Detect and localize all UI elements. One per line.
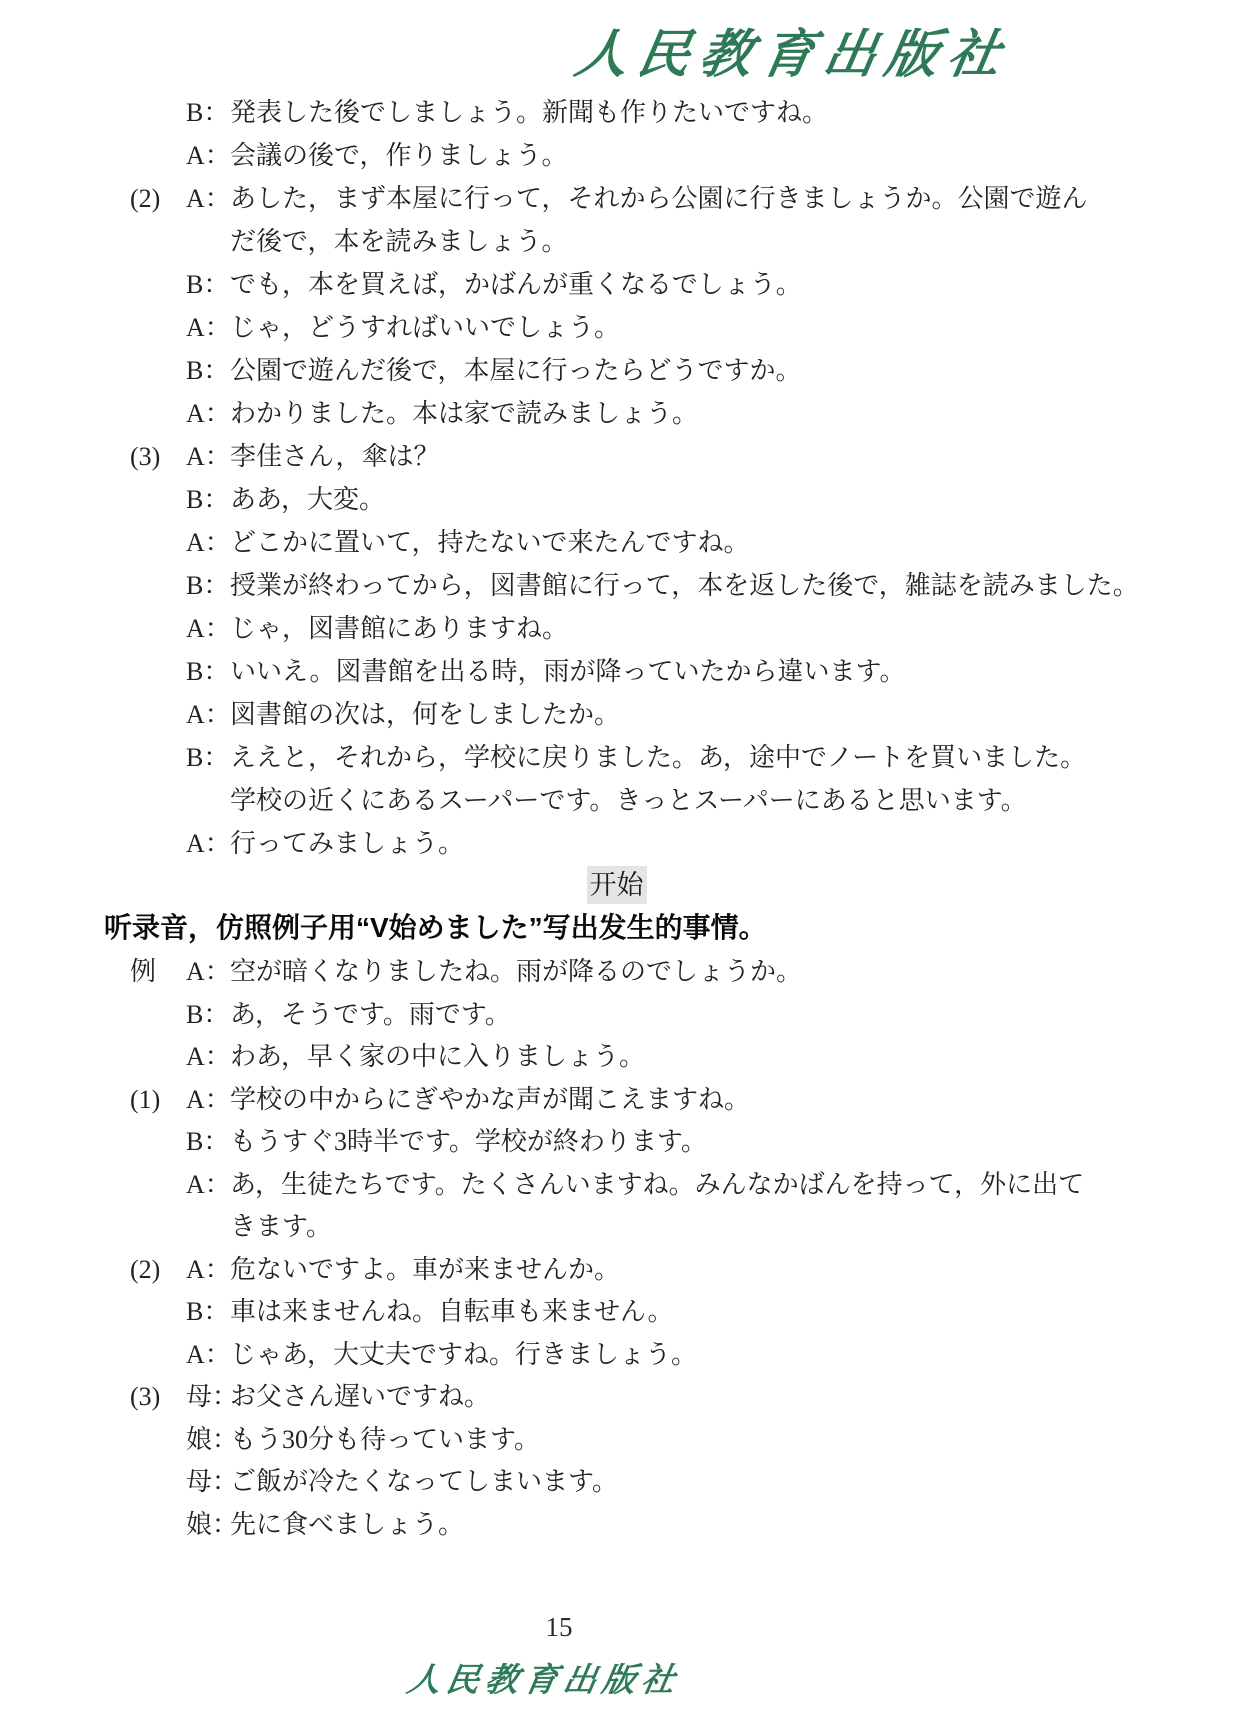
line-text: もう30分も待っています。 — [230, 1424, 540, 1454]
dialogue-line — [0, 1036, 1233, 1079]
dialogue-line — [0, 1461, 1233, 1504]
dialogue-line — [0, 607, 1233, 650]
speaker-label: B： — [186, 270, 230, 299]
dialogue-line — [0, 1291, 1233, 1334]
line-text: じゃ，どうすればいいでしょう。 — [230, 313, 621, 342]
dialogue-line — [0, 564, 1233, 607]
dialogue-line — [0, 1419, 1233, 1462]
line-text: ええと，それから，学校に戻りました。あ，途中でノートを買いました。 — [230, 743, 1087, 772]
line-text: ご飯が冷たくなってしまいます。 — [230, 1467, 618, 1496]
line-text: 発表した後でしましょう。新聞も作りたいですね。 — [230, 98, 829, 127]
speaker-label: A： — [186, 184, 231, 213]
line-text: もうすぐ3時半です。学校が終わります。 — [230, 1127, 707, 1156]
listening-script-section-1 — [0, 91, 1233, 865]
listening-script-section-2 — [0, 951, 1233, 1546]
dialogue-line — [0, 1164, 1233, 1207]
speaker-label: B： — [186, 743, 230, 772]
dialogue-line — [0, 349, 1233, 392]
speaker-label: A： — [186, 399, 231, 428]
line-text: ああ，大変。 — [230, 485, 385, 514]
dialogue-line — [0, 177, 1233, 220]
publisher-logo-footer: 人民教育出版社 — [404, 1663, 684, 1699]
speaker-label: A： — [186, 442, 231, 471]
speaker-label: 娘： — [186, 1509, 239, 1539]
item-marker: 例 — [130, 957, 157, 986]
speaker-label: A： — [186, 829, 231, 858]
item-marker: (3) — [130, 442, 161, 471]
line-text: 車は来ませんね。自転車も来ません。 — [230, 1297, 674, 1326]
dialogue-line — [0, 951, 1233, 994]
item-marker: (2) — [130, 1254, 161, 1284]
dialogue-line — [0, 1121, 1233, 1164]
line-text: 先に食べましょう。 — [230, 1509, 465, 1539]
publisher-logo-header: 人民教育出版社 — [570, 27, 1015, 84]
line-text: お父さん遅いですね。 — [230, 1382, 491, 1411]
line-text: 学校の中からにぎやかな声が聞こえますね。 — [230, 1084, 751, 1114]
line-text: あ，そうです。雨です。 — [230, 999, 511, 1029]
dialogue-line — [0, 392, 1233, 435]
line-text: 危ないですよ。車が来ませんか。 — [230, 1254, 621, 1284]
dialogue-line — [0, 478, 1233, 521]
speaker-label: A： — [186, 1169, 231, 1199]
exercise-instruction: 听录音，仿照例子用“V始めました”写出发生的事情。 — [104, 912, 767, 943]
section-heading-row — [0, 866, 1233, 904]
line-text: あ，生徒たちです。たくさんいますね。みんなかばんを持って，外に出て — [230, 1169, 1085, 1199]
dialogue-line — [0, 822, 1233, 865]
dialogue-line — [0, 1249, 1233, 1292]
dialogue-line — [0, 1504, 1233, 1547]
speaker-label: B： — [186, 98, 230, 127]
speaker-label: B： — [186, 657, 230, 686]
dialogue-line — [0, 1079, 1233, 1122]
speaker-label: A： — [186, 700, 231, 729]
line-text: 会議の後で，作りましょう。 — [230, 141, 568, 170]
line-text: 公園で遊んだ後で，本屋に行ったらどうですか。 — [230, 356, 802, 385]
speaker-label: B： — [186, 999, 230, 1029]
dialogue-line — [0, 1334, 1233, 1377]
dialogue-line — [0, 994, 1233, 1037]
speaker-label: B： — [186, 356, 230, 385]
dialogue-line — [0, 1376, 1233, 1419]
line-text: 李佳さん，傘は？ — [230, 442, 440, 471]
line-text: 学校の近くにあるスーパーです。きっとスーパーにあると思います。 — [230, 786, 1027, 815]
dialogue-line — [0, 1206, 1233, 1249]
line-text: あした，まず本屋に行って，それから公園に行きましょうか。公園で遊ん — [230, 184, 1088, 213]
dialogue-line — [0, 306, 1233, 349]
item-marker: (1) — [130, 1084, 161, 1114]
dialogue-line — [0, 736, 1233, 779]
line-text: きます。 — [230, 1212, 332, 1241]
line-text: じゃ，図書館にありますね。 — [230, 614, 569, 643]
item-marker: (2) — [130, 184, 161, 213]
dialogue-line — [0, 263, 1233, 306]
section-heading: 开始 — [587, 866, 647, 904]
line-text: 空が暗くなりましたね。雨が降るのでしょうか。 — [230, 957, 803, 986]
speaker-label: A： — [186, 141, 231, 170]
speaker-label: A： — [186, 614, 231, 643]
dialogue-line — [0, 779, 1233, 822]
dialogue-line — [0, 134, 1233, 177]
dialogue-line — [0, 650, 1233, 693]
dialogue-line — [0, 435, 1233, 478]
dialogue-line — [0, 220, 1233, 263]
line-text: だ後で，本を読みましょう。 — [230, 227, 568, 256]
speaker-label: A： — [186, 1084, 231, 1114]
speaker-label: A： — [186, 1339, 231, 1369]
line-text: 図書館の次は，何をしましたか。 — [230, 700, 621, 729]
line-text: でも，本を買えば，かばんが重くなるでしょう。 — [230, 270, 802, 299]
dialogue-line — [0, 91, 1233, 134]
speaker-label: A： — [186, 1042, 231, 1071]
speaker-label: 母： — [186, 1467, 239, 1496]
line-text: じゃあ，大丈夫ですね。行きましょう。 — [230, 1339, 697, 1369]
speaker-label: B： — [186, 1297, 230, 1326]
line-text: いいえ。図書館を出る時，雨が降っていたから違います。 — [230, 657, 906, 686]
speaker-label: B： — [186, 571, 230, 600]
speaker-label: B： — [186, 485, 230, 514]
dialogue-line — [0, 521, 1233, 564]
speaker-label: A： — [186, 313, 231, 342]
speaker-label: A： — [186, 1254, 231, 1284]
dialogue-line — [0, 693, 1233, 736]
speaker-label: 娘： — [186, 1424, 239, 1454]
line-text: 授業が終わってから，図書館に行って，本を返した後で，雑誌を読みました。 — [230, 571, 1139, 600]
speaker-label: A： — [186, 957, 231, 986]
line-text: わかりました。本は家で読みましょう。 — [230, 399, 699, 428]
speaker-label: A： — [186, 528, 231, 557]
line-text: どこかに置いて，持たないで来たんですね。 — [230, 528, 750, 557]
item-marker: (3) — [130, 1382, 161, 1411]
page-number: 15 — [545, 1612, 573, 1642]
speaker-label: B： — [186, 1127, 230, 1156]
line-text: わあ，早く家の中に入りましょう。 — [230, 1042, 645, 1071]
speaker-label: 母： — [186, 1382, 239, 1411]
line-text: 行ってみましょう。 — [230, 829, 465, 858]
